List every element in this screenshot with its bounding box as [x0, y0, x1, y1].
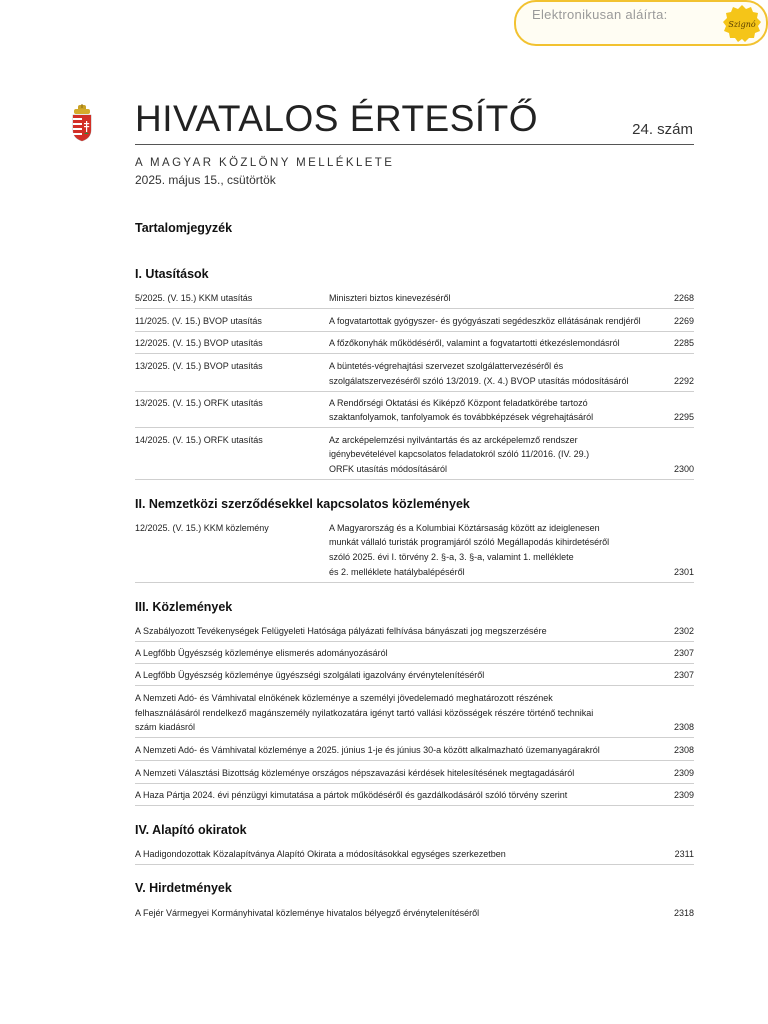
- entry-divider: [135, 805, 694, 806]
- entry-page-number: 2295: [673, 412, 694, 422]
- signature-seal-icon: [722, 4, 762, 44]
- header-divider: [135, 144, 694, 145]
- entry-description: szaktanfolyamok, tanfolyamok és továbbképzések végrehajtásáról: [329, 412, 594, 422]
- entry-divider: [135, 427, 694, 428]
- entry-description: ORFK utasítás módosításáról: [329, 464, 448, 474]
- entry-description: Miniszteri biztos kinevezéséről: [329, 293, 451, 303]
- entry-divider: [135, 783, 694, 784]
- entry-page-number: 2311: [674, 849, 694, 859]
- entry-page-number: 2301: [673, 567, 694, 577]
- publication-subtitle: A MAGYAR KÖZLÖNY MELLÉKLETE: [135, 157, 395, 169]
- entry-divider: [135, 331, 694, 332]
- entry-description: A Nemzeti Adó- és Vámhivatal elnökének közleménye a személyi jövedelemadó meghatározott részének: [135, 693, 553, 703]
- publication-title: HIVATALOS ÉRTESÍTŐ: [135, 98, 539, 139]
- entry-description: A büntetés-végrehajtási szervezet szolgálattervezéséről és: [329, 361, 564, 371]
- entry-description: szám kiadásról: [135, 722, 196, 732]
- entry-description: A Nemzeti Adó- és Vámhivatal közleménye a 2025. június 1-je és június 30-a között alkalmazható üzemanyagárakról: [135, 745, 600, 755]
- entry-description: munkát vállaló turisták programjáról szóló Megállapodás kihirdetéséről: [329, 537, 610, 547]
- entry-page-number: 2318: [673, 908, 694, 918]
- entry-page-number: 2285: [673, 338, 694, 348]
- section-title: II. Nemzetközi szerződésekkel kapcsolatos közlemények: [135, 497, 470, 511]
- entry-divider: [135, 641, 694, 642]
- entry-page-number: 2302: [673, 626, 694, 636]
- entry-divider: [135, 479, 694, 480]
- entry-reference: 13/2025. (V. 15.) BVOP utasítás: [135, 361, 263, 371]
- entry-description: A Szabályozott Tevékenységek Felügyeleti Hatósága pályázati felhívása bányászati jog megszerzésére: [135, 626, 547, 636]
- entry-divider: [135, 737, 694, 738]
- entry-divider: [135, 760, 694, 761]
- entry-description: A Magyarország és a Kolumbiai Köztársaság között az ideiglenesen: [329, 523, 600, 533]
- entry-reference: 5/2025. (V. 15.) KKM utasítás: [135, 293, 253, 303]
- entry-description: A Legfőbb Ügyészség közleménye elismerés adományozásáról: [135, 648, 388, 658]
- entry-description: A főzőkonyhák működéséről, valamint a fogvatartotti étkezéslemondásról: [329, 338, 620, 348]
- entry-divider: [135, 685, 694, 686]
- entry-divider: [135, 391, 694, 392]
- entry-reference: 12/2025. (V. 15.) KKM közlemény: [135, 523, 269, 533]
- entry-description: Az arcképelemzési nyilvántartás és az arcképelemző rendszer: [329, 435, 578, 445]
- entry-description: A Fejér Vármegyei Kormányhivatal közleménye hivatalos bélyegző érvénytelenítéséről: [135, 908, 480, 918]
- section-title: IV. Alapító okiratok: [135, 823, 247, 837]
- section-title: I. Utasítások: [135, 267, 209, 281]
- entry-description: A Hadigondozottak Közalapítványa Alapító Okirata a módosításokkal egységes szerkezetben: [135, 849, 506, 859]
- section-title: III. Közlemények: [135, 600, 233, 614]
- entry-description: A Haza Pártja 2024. évi pénzügyi kimutatása a pártok működéséről és gazdálkodásáról szóló törvény szerint: [135, 790, 568, 800]
- entry-reference: 11/2025. (V. 15.) BVOP utasítás: [135, 316, 262, 326]
- svg-text:Szignó: Szignó: [728, 20, 756, 29]
- section-title: V. Hirdetmények: [135, 881, 232, 895]
- entry-page-number: 2269: [673, 316, 694, 326]
- entry-description: A fogvatartottak gyógyszer- és gyógyászati segédeszköz ellátásának rendjéről: [329, 316, 641, 326]
- entry-divider: [135, 582, 694, 583]
- entry-description: A Rendőrségi Oktatási és Kiképző Központ feladatkörébe tartozó: [329, 398, 588, 408]
- entry-divider: [135, 663, 694, 664]
- entry-description: A Nemzeti Választási Bizottság közleménye országos népszavazási kérdések hitelesítésének megtagadásáról: [135, 768, 575, 778]
- entry-description: felhasználásáról rendelkező magánszemély nyilatkozatára igényt tartó vallási közösségek részére történő technikai: [135, 708, 594, 718]
- entry-page-number: 2292: [673, 376, 694, 386]
- entry-description: szóló 2025. évi I. törvény 2. §-a, 3. §-a, valamint 1. melléklete: [329, 552, 574, 562]
- entry-description: szolgálatszervezéséről szóló 13/2019. (X. 4.) BVOP utasítás módosításáról: [329, 376, 629, 386]
- entry-description: A Legfőbb Ügyészség közleménye ügyészségi szolgálati igazolvány érvénytelenítéséről: [135, 670, 485, 680]
- issue-number: 24. szám: [632, 121, 693, 138]
- hungarian-coat-of-arms-icon: [70, 104, 94, 142]
- entry-page-number: 2307: [673, 648, 694, 658]
- entry-page-number: 2307: [673, 670, 694, 680]
- entry-description: igénybevételével kapcsolatos feladatokról szóló 11/2016. (IV. 29.): [329, 449, 590, 459]
- entry-page-number: 2268: [673, 293, 694, 303]
- publication-date: 2025. május 15., csütörtök: [135, 173, 276, 187]
- entry-page-number: 2308: [673, 722, 694, 732]
- entry-reference: 12/2025. (V. 15.) BVOP utasítás: [135, 338, 263, 348]
- entry-page-number: 2309: [673, 768, 694, 778]
- entry-reference: 14/2025. (V. 15.) ORFK utasítás: [135, 435, 263, 445]
- entry-divider: [135, 864, 694, 865]
- entry-page-number: 2300: [673, 464, 694, 474]
- signature-label: Elektronikusan aláírta:: [532, 7, 668, 22]
- entry-divider: [135, 308, 694, 309]
- table-of-contents-heading: Tartalomjegyzék: [135, 221, 233, 235]
- entry-page-number: 2308: [673, 745, 694, 755]
- entry-divider: [135, 353, 694, 354]
- entry-description: és 2. melléklete hatálybalépéséről: [329, 567, 465, 577]
- entry-reference: 13/2025. (V. 15.) ORFK utasítás: [135, 398, 263, 408]
- entry-page-number: 2309: [673, 790, 694, 800]
- electronic-signature-box: [514, 0, 768, 46]
